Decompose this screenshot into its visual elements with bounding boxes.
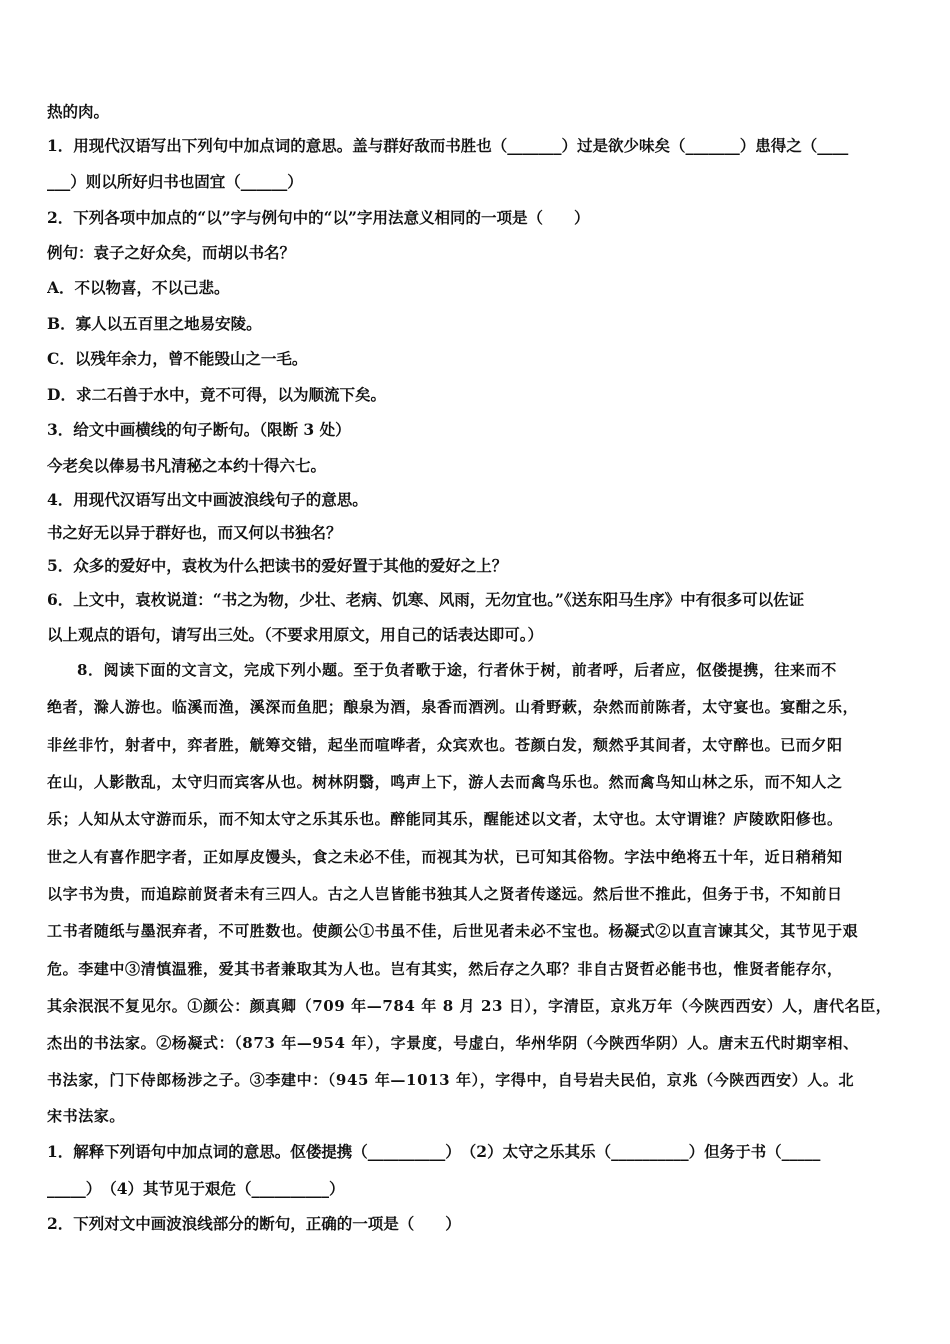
passage-line-4: 在山，人影散乱，太守归而宾客从也。树林阴翳，鸣声上下，游人去而禽鸟乐也。然而禽鸟知山林之乐，而不知人之 [47,773,843,791]
passage-line-6: 世之人有喜作肥字者，正如厚皮馒头，食之未必不佳，而视其为状，已可知其俗物。字法中绝将五十年，近日稍稍知 [47,848,843,866]
option-b: B．寡人以五百里之地易安陵。 [47,314,262,333]
subquestion-1-line-1: 1．解释下列语句中加点词的意思。伛偻提携（__________） （2）太守之乐其乐（__________）但务于书（_____ [47,1142,821,1161]
question-1-line-1: 1．用现代汉语写出下列句中加点词的意思。盖与群好敌而书胜也（_______）过是欲少味矣（_______）患得之（____ [47,136,849,155]
passage-line-10: 其余泯泯不复见尔。①颜公：颜真卿（709 年—784 年 8 月 23 日），字清臣，京兆万年（今陕西西安）人，唐代名臣， [47,997,892,1015]
subquestion-1-line-2: _____） （4）其节见于艰危（__________） [47,1179,345,1198]
question-6-line-2: 以上观点的语句，请写出三处。（不要求用原文，用自己的话表达即可。） [47,625,544,644]
passage-line-1: 8．阅读下面的文言文，完成下列小题。至于负者歌于途，行者休于树，前者呼，后者应，伛偻提携，往来而不 [77,661,837,679]
text-line: 热的肉。 [47,102,110,121]
passage-line-7: 以字书为贵，而追踪前贤者未有三四人。古之人岂皆能书独其人之贤者传遂远。然后世不推此，但务于书，不知前日 [47,885,843,903]
subquestion-2-line: 2．下列对文中画波浪线部分的断句，正确的一项是（ ） [47,1214,461,1233]
question-5-line: 5．众多的爱好中，袁枚为什么把读书的爱好置于其他的爱好之上？ [47,556,508,575]
example-sentence: 例句：袁子之好众矣，而胡以书名？ [47,243,296,262]
question-2-line: 2．下列各项中加点的“以”字与例句中的“以”字用法意义相同的一项是（ ） [47,208,590,227]
passage-line-5: 乐；人知从太守游而乐，而不知太守之乐其乐也。醉能同其乐，醒能述以文者，太守也。太守谓谁？庐陵欧阳修也。 [47,810,843,828]
passage-line-13: 宋书法家。 [47,1107,126,1125]
passage-line-3: 非丝非竹，射者中，弈者胜，觥筹交错，起坐而喧哗者，众宾欢也。苍颜白发，颓然乎其间者，太守醉也。已而夕阳 [47,736,843,754]
passage-line-2: 绝者，滁人游也。临溪而渔，溪深而鱼肥；酿泉为酒，泉香而酒洌。山肴野蔌，杂然而前陈者，太守宴也。宴酣之乐， [47,698,859,716]
option-a: A．不以物喜，不以己悲。 [47,278,230,297]
option-c: C．以残年余力，曾不能毁山之一毛。 [47,349,308,368]
passage-line-9: 危。李建中③清慎温雅，爱其书者兼取其为人也。岂有其实，然后存之久耶？非自古贤哲必能书也，惟贤者能存尔， [47,960,843,978]
question-3-line: 3．给文中画横线的句子断句。（限断 3 处） [47,420,351,439]
question-1-line-2: ___）则以所好归书也固宜（______） [47,172,303,191]
question-6-line-1: 6．上文中，袁枚说道：“书之为物，少壮、老病、饥寒、风雨，无勿宜也。”《送东阳马生序》中有很多可以佐证 [47,590,805,609]
question-4-line: 4．用现代汉语写出文中画波浪线句子的意思。 [47,490,368,509]
passage-line-11: 杰出的书法家。②杨凝式：（873 年—954 年），字景度，号虚白，华州华阴（今陕西华阴）人。唐末五代时期宰相、 [47,1034,859,1052]
passage-line-12: 书法家，门下侍郎杨涉之子。③李建中：（945 年—1013 年），字得中，自号岩夫民伯，京兆（今陕西西安）人。北 [47,1071,855,1089]
option-d: D．求二石兽于水中，竟不可得，以为顺流下矣。 [47,385,386,404]
question-3-sentence: 今老矣以俸易书凡清秘之本约十得六七。 [47,456,327,475]
passage-line-8: 工书者随纸与墨泯弃者，不可胜数也。使颜公①书虽不佳，后世见者未必不宝也。杨凝式②以直言谏其父，其节见于艰 [47,922,859,940]
question-4-sentence: 书之好无以异于群好也，而又何以书独名？ [47,523,342,542]
